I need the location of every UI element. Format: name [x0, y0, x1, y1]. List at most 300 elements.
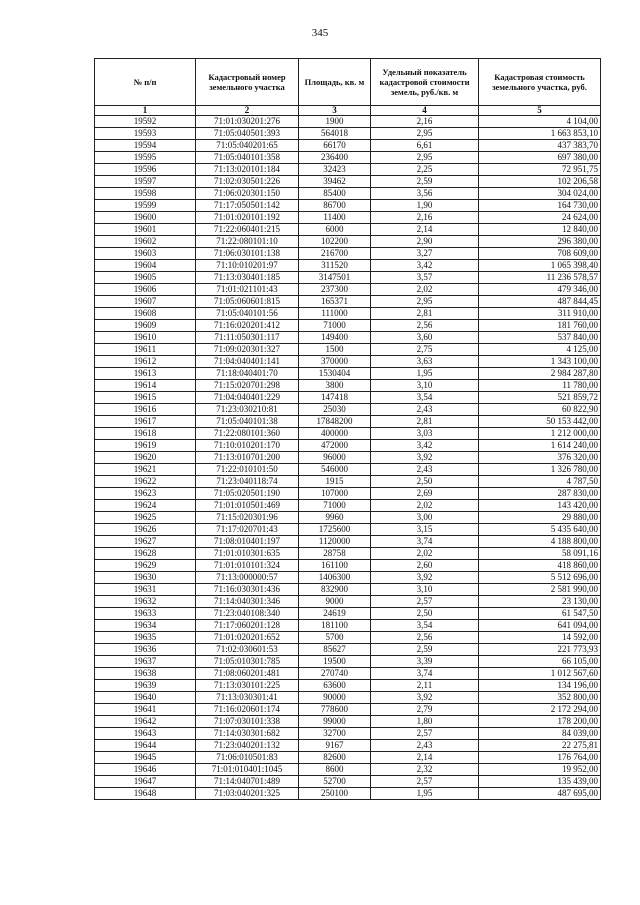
row-number-cell: 19609: [95, 320, 196, 332]
cadastral-value-cell: 11 236 578,57: [479, 272, 601, 284]
cadastral-number-cell: 71:05:020501:190: [196, 488, 299, 500]
column-number-row: [95, 106, 601, 116]
row-number-cell: 19599: [95, 200, 196, 212]
table-row: [95, 344, 601, 356]
cadastral-number-cell: 71:16:030301:436: [196, 584, 299, 596]
row-number-cell: 19620: [95, 452, 196, 464]
row-number-cell: 19639: [95, 680, 196, 692]
cadastral-number-cell: 71:01:020201:652: [196, 632, 299, 644]
row-number-cell: 19633: [95, 608, 196, 620]
cadastral-value-cell: 4 104,00: [479, 116, 601, 128]
area-cell: 270740: [299, 668, 371, 680]
unit-rate-cell: 3,15: [371, 524, 479, 536]
cadastral-number-cell: 71:15:020701:298: [196, 380, 299, 392]
cadastral-number-cell: 71:07:030101:338: [196, 716, 299, 728]
table-row: [95, 644, 601, 656]
table-row: [95, 608, 601, 620]
unit-rate-cell: 3,60: [371, 332, 479, 344]
cadastral-number-cell: 71:01:020101:192: [196, 212, 299, 224]
cadastral-number-cell: 71:17:060201:128: [196, 620, 299, 632]
cadastral-number-cell: 71:01:010101:324: [196, 560, 299, 572]
cadastral-value-cell: 487 695,00: [479, 788, 601, 800]
table-row: [95, 428, 601, 440]
header-cadastral-number: Кадастровый номер земельного участка: [196, 59, 299, 106]
area-cell: 5700: [299, 632, 371, 644]
unit-rate-cell: 6,61: [371, 140, 479, 152]
unit-rate-cell: 3,92: [371, 572, 479, 584]
area-cell: 181100: [299, 620, 371, 632]
area-cell: 71000: [299, 320, 371, 332]
unit-rate-cell: 2,95: [371, 152, 479, 164]
cadastral-value-cell: 487 844,45: [479, 296, 601, 308]
cadastral-value-table: [94, 58, 601, 800]
cadastral-number-cell: 71:01:010301:635: [196, 548, 299, 560]
row-number-cell: 19629: [95, 560, 196, 572]
table-row: [95, 416, 601, 428]
row-number-cell: 19626: [95, 524, 196, 536]
area-cell: 107000: [299, 488, 371, 500]
unit-rate-cell: 2,81: [371, 308, 479, 320]
table-row: [95, 224, 601, 236]
cadastral-value-cell: 376 320,00: [479, 452, 601, 464]
row-number-cell: 19628: [95, 548, 196, 560]
row-number-cell: 19600: [95, 212, 196, 224]
area-cell: 250100: [299, 788, 371, 800]
cadastral-value-cell: 1 012 567,60: [479, 668, 601, 680]
cadastral-number-cell: 71:13:020101:184: [196, 164, 299, 176]
area-cell: 9000: [299, 596, 371, 608]
table-row: [95, 164, 601, 176]
row-number-cell: 19601: [95, 224, 196, 236]
table-row: [95, 404, 601, 416]
cadastral-number-cell: 71:16:020201:412: [196, 320, 299, 332]
cadastral-value-cell: 1 065 398,40: [479, 260, 601, 272]
area-cell: 90000: [299, 692, 371, 704]
area-cell: 96000: [299, 452, 371, 464]
cadastral-number-cell: 71:05:060601:815: [196, 296, 299, 308]
row-number-cell: 19637: [95, 656, 196, 668]
cadastral-number-cell: 71:15:020301:96: [196, 512, 299, 524]
cadastral-value-cell: 437 383,70: [479, 140, 601, 152]
table-row: [95, 656, 601, 668]
cadastral-value-cell: 5 435 640,00: [479, 524, 601, 536]
cadastral-number-cell: 71:05:040101:38: [196, 416, 299, 428]
cadastral-number-cell: 71:23:030210:81: [196, 404, 299, 416]
cadastral-value-cell: 708 609,00: [479, 248, 601, 260]
cadastral-number-cell: 71:01:010401:1045: [196, 764, 299, 776]
table-row: [95, 356, 601, 368]
table-row: [95, 116, 601, 128]
unit-rate-cell: 3,27: [371, 248, 479, 260]
unit-rate-cell: 3,00: [371, 512, 479, 524]
unit-rate-cell: 2,59: [371, 176, 479, 188]
table-row: [95, 692, 601, 704]
cadastral-value-cell: 24 624,00: [479, 212, 601, 224]
area-cell: 9167: [299, 740, 371, 752]
unit-rate-cell: 2,50: [371, 476, 479, 488]
row-number-cell: 19595: [95, 152, 196, 164]
unit-rate-cell: 2,14: [371, 224, 479, 236]
table-row: [95, 464, 601, 476]
cadastral-number-cell: 71:05:040501:393: [196, 128, 299, 140]
cadastral-value-cell: 311 910,00: [479, 308, 601, 320]
table-row: [95, 140, 601, 152]
area-cell: 3147501: [299, 272, 371, 284]
row-number-cell: 19611: [95, 344, 196, 356]
cadastral-value-cell: 537 840,00: [479, 332, 601, 344]
unit-rate-cell: 2,32: [371, 764, 479, 776]
table-row: [95, 452, 601, 464]
cadastral-value-cell: 2 172 294,00: [479, 704, 601, 716]
area-cell: 400000: [299, 428, 371, 440]
unit-rate-cell: 3,10: [371, 584, 479, 596]
area-cell: 71000: [299, 500, 371, 512]
cadastral-value-cell: 641 094,00: [479, 620, 601, 632]
area-cell: 546000: [299, 464, 371, 476]
cadastral-number-cell: 71:13:030101:225: [196, 680, 299, 692]
cadastral-value-cell: 66 105,00: [479, 656, 601, 668]
cadastral-value-cell: 521 859,72: [479, 392, 601, 404]
cadastral-number-cell: 71:02:030501:226: [196, 176, 299, 188]
row-number-cell: 19596: [95, 164, 196, 176]
row-number-cell: 19610: [95, 332, 196, 344]
area-cell: 564018: [299, 128, 371, 140]
area-cell: 1915: [299, 476, 371, 488]
cadastral-number-cell: 71:23:040118:74: [196, 476, 299, 488]
cadastral-value-cell: 12 840,00: [479, 224, 601, 236]
cadastral-value-cell: 287 830,00: [479, 488, 601, 500]
cadastral-number-cell: 71:22:080101:360: [196, 428, 299, 440]
area-cell: 147418: [299, 392, 371, 404]
cadastral-number-cell: 71:03:040201:325: [196, 788, 299, 800]
row-number-cell: 19623: [95, 488, 196, 500]
area-cell: 82600: [299, 752, 371, 764]
unit-rate-cell: 2,43: [371, 404, 479, 416]
unit-rate-cell: 3,54: [371, 620, 479, 632]
cadastral-number-cell: 71:13:010701:200: [196, 452, 299, 464]
header-row-number: № п/п: [95, 59, 196, 106]
unit-rate-cell: 3,56: [371, 188, 479, 200]
unit-rate-cell: 2,95: [371, 128, 479, 140]
table-row: [95, 272, 601, 284]
table-row: [95, 128, 601, 140]
cadastral-number-cell: 71:13:030301:41: [196, 692, 299, 704]
row-number-cell: 19648: [95, 788, 196, 800]
cadastral-value-cell: 479 346,00: [479, 284, 601, 296]
table-row: [95, 368, 601, 380]
area-cell: 63600: [299, 680, 371, 692]
table-row: [95, 236, 601, 248]
table-row: [95, 332, 601, 344]
row-number-cell: 19603: [95, 248, 196, 260]
table-row: [95, 680, 601, 692]
unit-rate-cell: 2,79: [371, 704, 479, 716]
area-cell: 25030: [299, 404, 371, 416]
cadastral-value-cell: 23 130,00: [479, 596, 601, 608]
unit-rate-cell: 3,39: [371, 656, 479, 668]
cadastral-value-cell: 72 951,75: [479, 164, 601, 176]
column-number: 1: [95, 106, 196, 116]
column-number: 2: [196, 106, 299, 116]
table-row: [95, 152, 601, 164]
cadastral-value-cell: 4 787,50: [479, 476, 601, 488]
unit-rate-cell: 2,56: [371, 632, 479, 644]
cadastral-value-cell: 304 024,00: [479, 188, 601, 200]
row-number-cell: 19644: [95, 740, 196, 752]
area-cell: 216700: [299, 248, 371, 260]
cadastral-number-cell: 71:09:020301:327: [196, 344, 299, 356]
area-cell: 3800: [299, 380, 371, 392]
unit-rate-cell: 2,02: [371, 548, 479, 560]
unit-rate-cell: 3,42: [371, 260, 479, 272]
area-cell: 8600: [299, 764, 371, 776]
cadastral-value-cell: 58 091,16: [479, 548, 601, 560]
cadastral-number-cell: 71:05:040101:358: [196, 152, 299, 164]
table-row: [95, 248, 601, 260]
area-cell: 1120000: [299, 536, 371, 548]
area-cell: 52700: [299, 776, 371, 788]
table-row: [95, 284, 601, 296]
row-number-cell: 19622: [95, 476, 196, 488]
cadastral-value-cell: 19 952,00: [479, 764, 601, 776]
cadastral-value-cell: 1 326 780,00: [479, 464, 601, 476]
area-cell: 370000: [299, 356, 371, 368]
area-cell: 17848200: [299, 416, 371, 428]
cadastral-number-cell: 71:23:040108:340: [196, 608, 299, 620]
area-cell: 1725600: [299, 524, 371, 536]
cadastral-value-cell: 2 984 287,80: [479, 368, 601, 380]
area-cell: 832900: [299, 584, 371, 596]
cadastral-value-cell: 1 614 240,00: [479, 440, 601, 452]
table-row: [95, 380, 601, 392]
cadastral-value-cell: 418 860,00: [479, 560, 601, 572]
row-number-cell: 19613: [95, 368, 196, 380]
table-row: [95, 596, 601, 608]
row-number-cell: 19634: [95, 620, 196, 632]
unit-rate-cell: 2,95: [371, 296, 479, 308]
cadastral-value-cell: 61 547,50: [479, 608, 601, 620]
cadastral-value-cell: 50 153 442,00: [479, 416, 601, 428]
row-number-cell: 19606: [95, 284, 196, 296]
cadastral-value-cell: 221 773,93: [479, 644, 601, 656]
table-row: [95, 668, 601, 680]
row-number-cell: 19640: [95, 692, 196, 704]
table-row: [95, 728, 601, 740]
area-cell: 1530404: [299, 368, 371, 380]
cadastral-value-cell: 5 512 696,00: [479, 572, 601, 584]
cadastral-number-cell: 71:14:040301:346: [196, 596, 299, 608]
row-number-cell: 19630: [95, 572, 196, 584]
cadastral-number-cell: 71:05:040201:65: [196, 140, 299, 152]
unit-rate-cell: 3,74: [371, 668, 479, 680]
row-number-cell: 19643: [95, 728, 196, 740]
area-cell: 66170: [299, 140, 371, 152]
unit-rate-cell: 3,74: [371, 536, 479, 548]
cadastral-value-cell: 1 212 000,00: [479, 428, 601, 440]
area-cell: 85627: [299, 644, 371, 656]
table-row: [95, 308, 601, 320]
row-number-cell: 19598: [95, 188, 196, 200]
unit-rate-cell: 2,43: [371, 464, 479, 476]
cadastral-number-cell: 71:10:010201:97: [196, 260, 299, 272]
cadastral-value-cell: 164 730,00: [479, 200, 601, 212]
table-row: [95, 764, 601, 776]
cadastral-number-cell: 71:06:030101:138: [196, 248, 299, 260]
row-number-cell: 19635: [95, 632, 196, 644]
cadastral-value-cell: 1 343 100,00: [479, 356, 601, 368]
row-number-cell: 19642: [95, 716, 196, 728]
unit-rate-cell: 3,92: [371, 452, 479, 464]
table-row: [95, 296, 601, 308]
unit-rate-cell: 2,57: [371, 776, 479, 788]
cadastral-number-cell: 71:13:000000:57: [196, 572, 299, 584]
column-number: 5: [479, 106, 601, 116]
unit-rate-cell: 2,57: [371, 596, 479, 608]
cadastral-number-cell: 71:22:080101:10: [196, 236, 299, 248]
row-number-cell: 19597: [95, 176, 196, 188]
row-number-cell: 19621: [95, 464, 196, 476]
table-row: [95, 632, 601, 644]
cadastral-number-cell: 71:01:010501:469: [196, 500, 299, 512]
row-number-cell: 19612: [95, 356, 196, 368]
unit-rate-cell: 2,02: [371, 500, 479, 512]
area-cell: 9960: [299, 512, 371, 524]
table-header-row: [95, 59, 601, 106]
table-row: [95, 320, 601, 332]
cadastral-value-cell: 4 188 800,00: [479, 536, 601, 548]
unit-rate-cell: 3,92: [371, 692, 479, 704]
cadastral-value-cell: 178 200,00: [479, 716, 601, 728]
area-cell: 149400: [299, 332, 371, 344]
table-row: [95, 788, 601, 800]
table-row: [95, 188, 601, 200]
row-number-cell: 19647: [95, 776, 196, 788]
row-number-cell: 19627: [95, 536, 196, 548]
unit-rate-cell: 2,50: [371, 608, 479, 620]
row-number-cell: 19614: [95, 380, 196, 392]
area-cell: 32423: [299, 164, 371, 176]
area-cell: 28758: [299, 548, 371, 560]
row-number-cell: 19616: [95, 404, 196, 416]
cadastral-number-cell: 71:08:010401:197: [196, 536, 299, 548]
area-cell: 1406300: [299, 572, 371, 584]
area-cell: 39462: [299, 176, 371, 188]
row-number-cell: 19605: [95, 272, 196, 284]
cadastral-value-cell: 11 780,00: [479, 380, 601, 392]
cadastral-number-cell: 71:11:050301:117: [196, 332, 299, 344]
cadastral-number-cell: 71:14:040701:489: [196, 776, 299, 788]
cadastral-value-cell: 134 196,00: [479, 680, 601, 692]
cadastral-number-cell: 71:04:040401:229: [196, 392, 299, 404]
unit-rate-cell: 3,03: [371, 428, 479, 440]
column-number: 4: [371, 106, 479, 116]
row-number-cell: 19625: [95, 512, 196, 524]
cadastral-number-cell: 71:16:020601:174: [196, 704, 299, 716]
cadastral-value-cell: 143 420,00: [479, 500, 601, 512]
row-number-cell: 19615: [95, 392, 196, 404]
unit-rate-cell: 3,10: [371, 380, 479, 392]
row-number-cell: 19624: [95, 500, 196, 512]
cadastral-value-cell: 102 206,58: [479, 176, 601, 188]
row-number-cell: 19632: [95, 596, 196, 608]
cadastral-number-cell: 71:06:020301:150: [196, 188, 299, 200]
unit-rate-cell: 2,11: [371, 680, 479, 692]
area-cell: 236400: [299, 152, 371, 164]
area-cell: 165371: [299, 296, 371, 308]
table-row: [95, 524, 601, 536]
area-cell: 237300: [299, 284, 371, 296]
cadastral-number-cell: 71:23:040201:132: [196, 740, 299, 752]
unit-rate-cell: 3,63: [371, 356, 479, 368]
unit-rate-cell: 2,43: [371, 740, 479, 752]
unit-rate-cell: 1,95: [371, 788, 479, 800]
area-cell: 1500: [299, 344, 371, 356]
cadastral-number-cell: 71:01:021101:43: [196, 284, 299, 296]
cadastral-value-cell: 22 275,81: [479, 740, 601, 752]
cadastral-number-cell: 71:18:040401:70: [196, 368, 299, 380]
column-number: 3: [299, 106, 371, 116]
area-cell: 472000: [299, 440, 371, 452]
header-cadastral-value: Кадастровая стоимость земельного участка, руб.: [479, 59, 601, 106]
table-row: [95, 512, 601, 524]
cadastral-number-cell: 71:22:010101:50: [196, 464, 299, 476]
cadastral-number-cell: 71:05:040101:56: [196, 308, 299, 320]
row-number-cell: 19638: [95, 668, 196, 680]
table-row: [95, 212, 601, 224]
cadastral-value-cell: 29 880,00: [479, 512, 601, 524]
row-number-cell: 19646: [95, 764, 196, 776]
unit-rate-cell: 2,16: [371, 212, 479, 224]
cadastral-value-cell: 176 764,00: [479, 752, 601, 764]
cadastral-number-cell: 71:05:010301:785: [196, 656, 299, 668]
unit-rate-cell: 2,60: [371, 560, 479, 572]
area-cell: 32700: [299, 728, 371, 740]
table-row: [95, 476, 601, 488]
row-number-cell: 19617: [95, 416, 196, 428]
page-number: 345: [311, 27, 329, 39]
area-cell: 161100: [299, 560, 371, 572]
cadastral-value-cell: 697 380,00: [479, 152, 601, 164]
area-cell: 85400: [299, 188, 371, 200]
row-number-cell: 19602: [95, 236, 196, 248]
table-row: [95, 620, 601, 632]
unit-rate-cell: 2,56: [371, 320, 479, 332]
table-row: [95, 536, 601, 548]
row-number-cell: 19608: [95, 308, 196, 320]
row-number-cell: 19593: [95, 128, 196, 140]
cadastral-value-cell: 1 663 853,10: [479, 128, 601, 140]
row-number-cell: 19592: [95, 116, 196, 128]
unit-rate-cell: 2,69: [371, 488, 479, 500]
area-cell: 102200: [299, 236, 371, 248]
cadastral-number-cell: 71:22:060401:215: [196, 224, 299, 236]
cadastral-value-cell: 60 822,90: [479, 404, 601, 416]
unit-rate-cell: 2,81: [371, 416, 479, 428]
cadastral-number-cell: 71:04:040401:141: [196, 356, 299, 368]
cadastral-number-cell: 71:06:010501:83: [196, 752, 299, 764]
unit-rate-cell: 3,54: [371, 392, 479, 404]
cadastral-value-cell: 84 039,00: [479, 728, 601, 740]
cadastral-number-cell: 71:10:010201:170: [196, 440, 299, 452]
unit-rate-cell: 1,95: [371, 368, 479, 380]
table-row: [95, 776, 601, 788]
cadastral-value-cell: 2 581 990,00: [479, 584, 601, 596]
area-cell: 6000: [299, 224, 371, 236]
table-row: [95, 716, 601, 728]
row-number-cell: 19594: [95, 140, 196, 152]
unit-rate-cell: 2,75: [371, 344, 479, 356]
unit-rate-cell: 2,14: [371, 752, 479, 764]
